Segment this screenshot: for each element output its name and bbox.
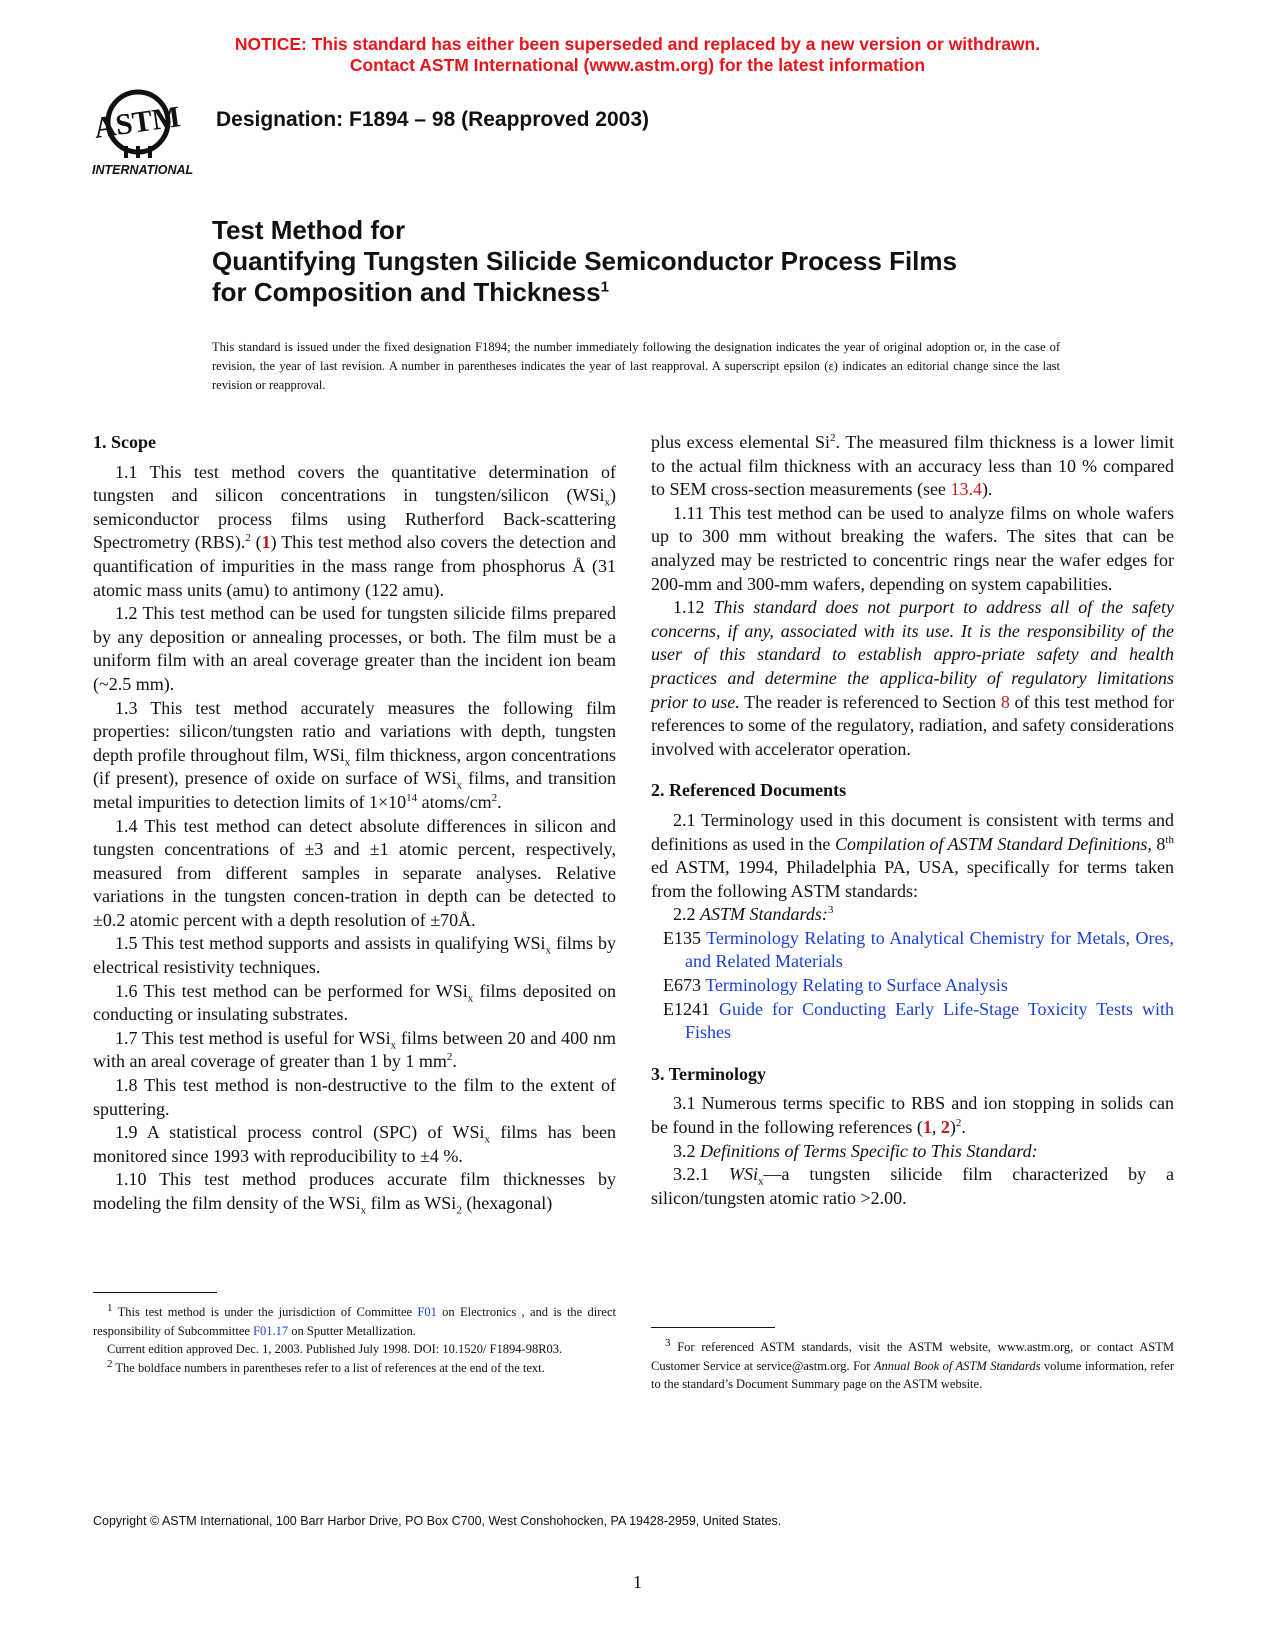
para-1-1: 1.1 This test method covers the quantitative determination of tungsten and silicon concentrations in tungsten/silicon (WSi$_x$) semiconductor process films using Rutherford Back-scattering Spectrometry (RBS).$^2$ (1) This test method also covers the detection and quantification of impurities in the mass range from phosphorus Å (31 atomic mass units (amu) to antimony (122 amu). — [93, 461, 616, 600]
standard-link-e673[interactable]: Terminology Relating to Surface Analysis — [705, 975, 1008, 996]
para-1-9: 1.9 A statistical process control (SPC) of WSi$_x$ films has been monitored since 1993 with reproducibility to ±4 %. — [93, 1122, 616, 1166]
title-line-1: Test Method for — [212, 215, 406, 245]
para-1-7: 1.7 This test method is useful for WSi$_x$ films between 20 and 400 nm with an areal coverage of greater than 1 by 1 $mm^2$. — [93, 1027, 616, 1072]
designation: Designation: F1894 – 98 (Reapproved 2003) — [216, 108, 649, 131]
para-3-1: 3.1 Numerous terms specific to RBS and ion stopping in solids can be found in the following references (1, 2)$^2$. — [651, 1093, 1174, 1138]
svg-text:ASTM: ASTM — [92, 100, 183, 145]
subcommittee-link[interactable]: F01.17 — [253, 1323, 289, 1338]
para-1-8: 1.8 This test method is non-destructive to the film to the extent of sputtering. — [93, 1075, 616, 1119]
right-column — [651, 431, 1174, 1210]
committee-link[interactable]: F01 — [417, 1305, 437, 1319]
astm-logo-icon — [92, 88, 196, 184]
para-1-3: 1.3 This test method accurately measures the following film properties: silicon/tungsten ratio and variations with depth, tungsten depth profile throughout film, WSi$_x$ film thickness, argon concentrations (if present), presence of oxide on surface of WSi$_x$ films, and transition metal impurities to detection limits of $1\times 10^{14}$ atoms/$cm^2$. — [93, 697, 616, 812]
title-footnote-mark: 1 — [600, 278, 609, 296]
document-title — [212, 215, 1132, 308]
para-1-10: 1.10 This test method produces accurate film thicknesses by modeling the film density of the WSi$_x$ film as WSi$_2$ (hexagonal) — [93, 1169, 616, 1217]
para-3-2-1: 3.2.1 WSi$_x$—a tungsten silicide film characterized by a silicon/tungsten atomic ratio >2.00. — [651, 1164, 1175, 1208]
section-link-8[interactable]: 8 — [1000, 691, 1010, 712]
superseded-notice — [0, 34, 1275, 76]
footnote-rule-right — [651, 1327, 775, 1328]
footnote-rule-left — [93, 1292, 217, 1293]
para-1-12: 1.12 This standard does not purport to address all of the safety concerns, if any, associated with its use. It is the responsibility of the user of this standard to establish appro-priate safety and health practices and determine the applica-bility of regulatory limitations prior to use. The reader is referenced to Section 8 of this test method for references to some of the regulatory, radiation, and safety considerations involved with accelerator operation. — [651, 597, 1175, 759]
standard-link-e1241[interactable]: Guide for Conducting Early Life-Stage Toxicity Tests with Fishes — [685, 998, 1174, 1043]
section-heading-referenced-documents: 2. Referenced Documents — [651, 780, 847, 801]
copyright-line: Copyright © ASTM International, 100 Barr Harbor Drive, PO Box C700, West Conshohocken, PA 19428-2959, United States. — [93, 1514, 782, 1528]
reference-link-1[interactable]: 1 — [261, 532, 271, 553]
footnote-3: $^3$ For referenced ASTM standards, visit the ASTM website, www.astm.org, or contact ASTM Customer Service at service@astm.org. For Annual Book of ASTM Standards volume information, refer to the standard’s Document Summary page on the ASTM website. — [651, 1336, 1175, 1391]
para-1-2: 1.2 This test method can be used for tungsten silicide films prepared by any deposition or annealing processes, or both. The film must be a uniform film with an areal coverage greater than the incident ion beam (~2.5 mm). — [93, 603, 616, 694]
issued-note: This standard is issued under the fixed designation F1894; the number immediately following the designation indicates the year of original adoption or, in the case of revision, the year of last revision. A number in parentheses indicates the year of last reapproval. A superscript epsilon (ε) indicates an editorial change since the last revision or reapproval. — [212, 340, 1060, 392]
title-line-2: Quantifying Tungsten Silicide Semiconductor Process Films — [212, 246, 957, 276]
footnotes-right — [651, 1338, 1174, 1394]
left-column — [93, 431, 616, 1216]
section-heading-scope: 1. Scope — [93, 432, 156, 452]
title-line-3: for Composition and Thickness$^1$ — [212, 277, 609, 307]
para-1-5: 1.5 This test method supports and assists in qualifying WSi$_x$ films by electrical resistivity techniques. — [93, 933, 616, 978]
notice-line-2: Contact ASTM International (www.astm.org) for the latest information — [349, 55, 926, 75]
para-1-10-cont: plus excess elemental Si$^2$. The measured film thickness is a lower limit to the actual film thickness with an accuracy less than 10 % compared to SEM cross-section measurements (see 13.4). — [651, 432, 1174, 500]
para-3-2: 3.2 Definitions of Terms Specific to This Standard: — [673, 1140, 1038, 1161]
logo-wordmark: INTERNATIONAL — [92, 163, 194, 177]
standard-entry-e1241: E1241 Guide for Conducting Early Life-Stage Toxicity Tests with Fishes — [663, 998, 1174, 1043]
para-2-1: 2.1 Terminology used in this document is consistent with terms and definitions as used in the Compilation of ASTM Standard Definitions, 8th ed ASTM, 1994, Philadelphia PA, USA, specifically for terms taken from the following ASTM standards: — [651, 809, 1174, 901]
page-number: 1 — [633, 1572, 642, 1592]
standard-entry-e135: E135 Terminology Relating to Analytical Chemistry for Metals, Ores, and Related Materials — [663, 927, 1174, 972]
reference-link-1b[interactable]: 1 — [922, 1117, 932, 1138]
para-1-6: 1.6 This test method can be performed for WSi$_x$ films deposited on conducting or insulating substrates. — [93, 980, 616, 1025]
para-1-4: 1.4 This test method can detect absolute differences in silicon and tungsten concentrations of ±3 and ±1 atomic percent, respectively, measured from different samples in separate analyses. Relative variations in the tungsten concen-tration in depth can be detected to ±0.2 atomic percent with a depth resolution of ±70Å. — [93, 815, 616, 930]
section-link-13-4[interactable]: 13.4 — [950, 479, 982, 500]
para-1-11: 1.11 This test method can be used to analyze films on whole wafers up to 300 mm without breaking the wafers. The sites that can be analyzed may be restricted to concentric rings near the wafer edges for 200-mm and 300-mm wafers, depending on system capabilities. — [651, 502, 1174, 594]
footnotes-left — [93, 1303, 616, 1377]
standard-link-e135[interactable]: Terminology Relating to Analytical Chemistry for Metals, Ores, and Related Materials — [685, 927, 1174, 972]
standard-entry-e673: E673 Terminology Relating to Surface Analysis — [663, 975, 1008, 996]
reference-link-2[interactable]: 2 — [940, 1117, 950, 1138]
footnote-1-edition: Current edition approved Dec. 1, 2003. Published July 1998. DOI: 10.1520/ F1894-98R03. — [107, 1342, 563, 1356]
notice-line-1: NOTICE: This standard has either been superseded and replaced by a new version or withdrawn. — [234, 34, 1041, 54]
para-2-2: 2.2 ASTM Standards:$^3$ — [673, 904, 834, 925]
footnote-1: $^1$ This test method is under the jurisdiction of Committee F01 on Electronics , and is the direct responsibility of Subcommittee F01.17 on Sputter Metallization. — [93, 1301, 616, 1338]
footnote-2: $^2$ The boldface numbers in parentheses refer to a list of references at the end of the text. — [107, 1357, 545, 1375]
section-heading-terminology: 3. Terminology — [651, 1063, 767, 1084]
